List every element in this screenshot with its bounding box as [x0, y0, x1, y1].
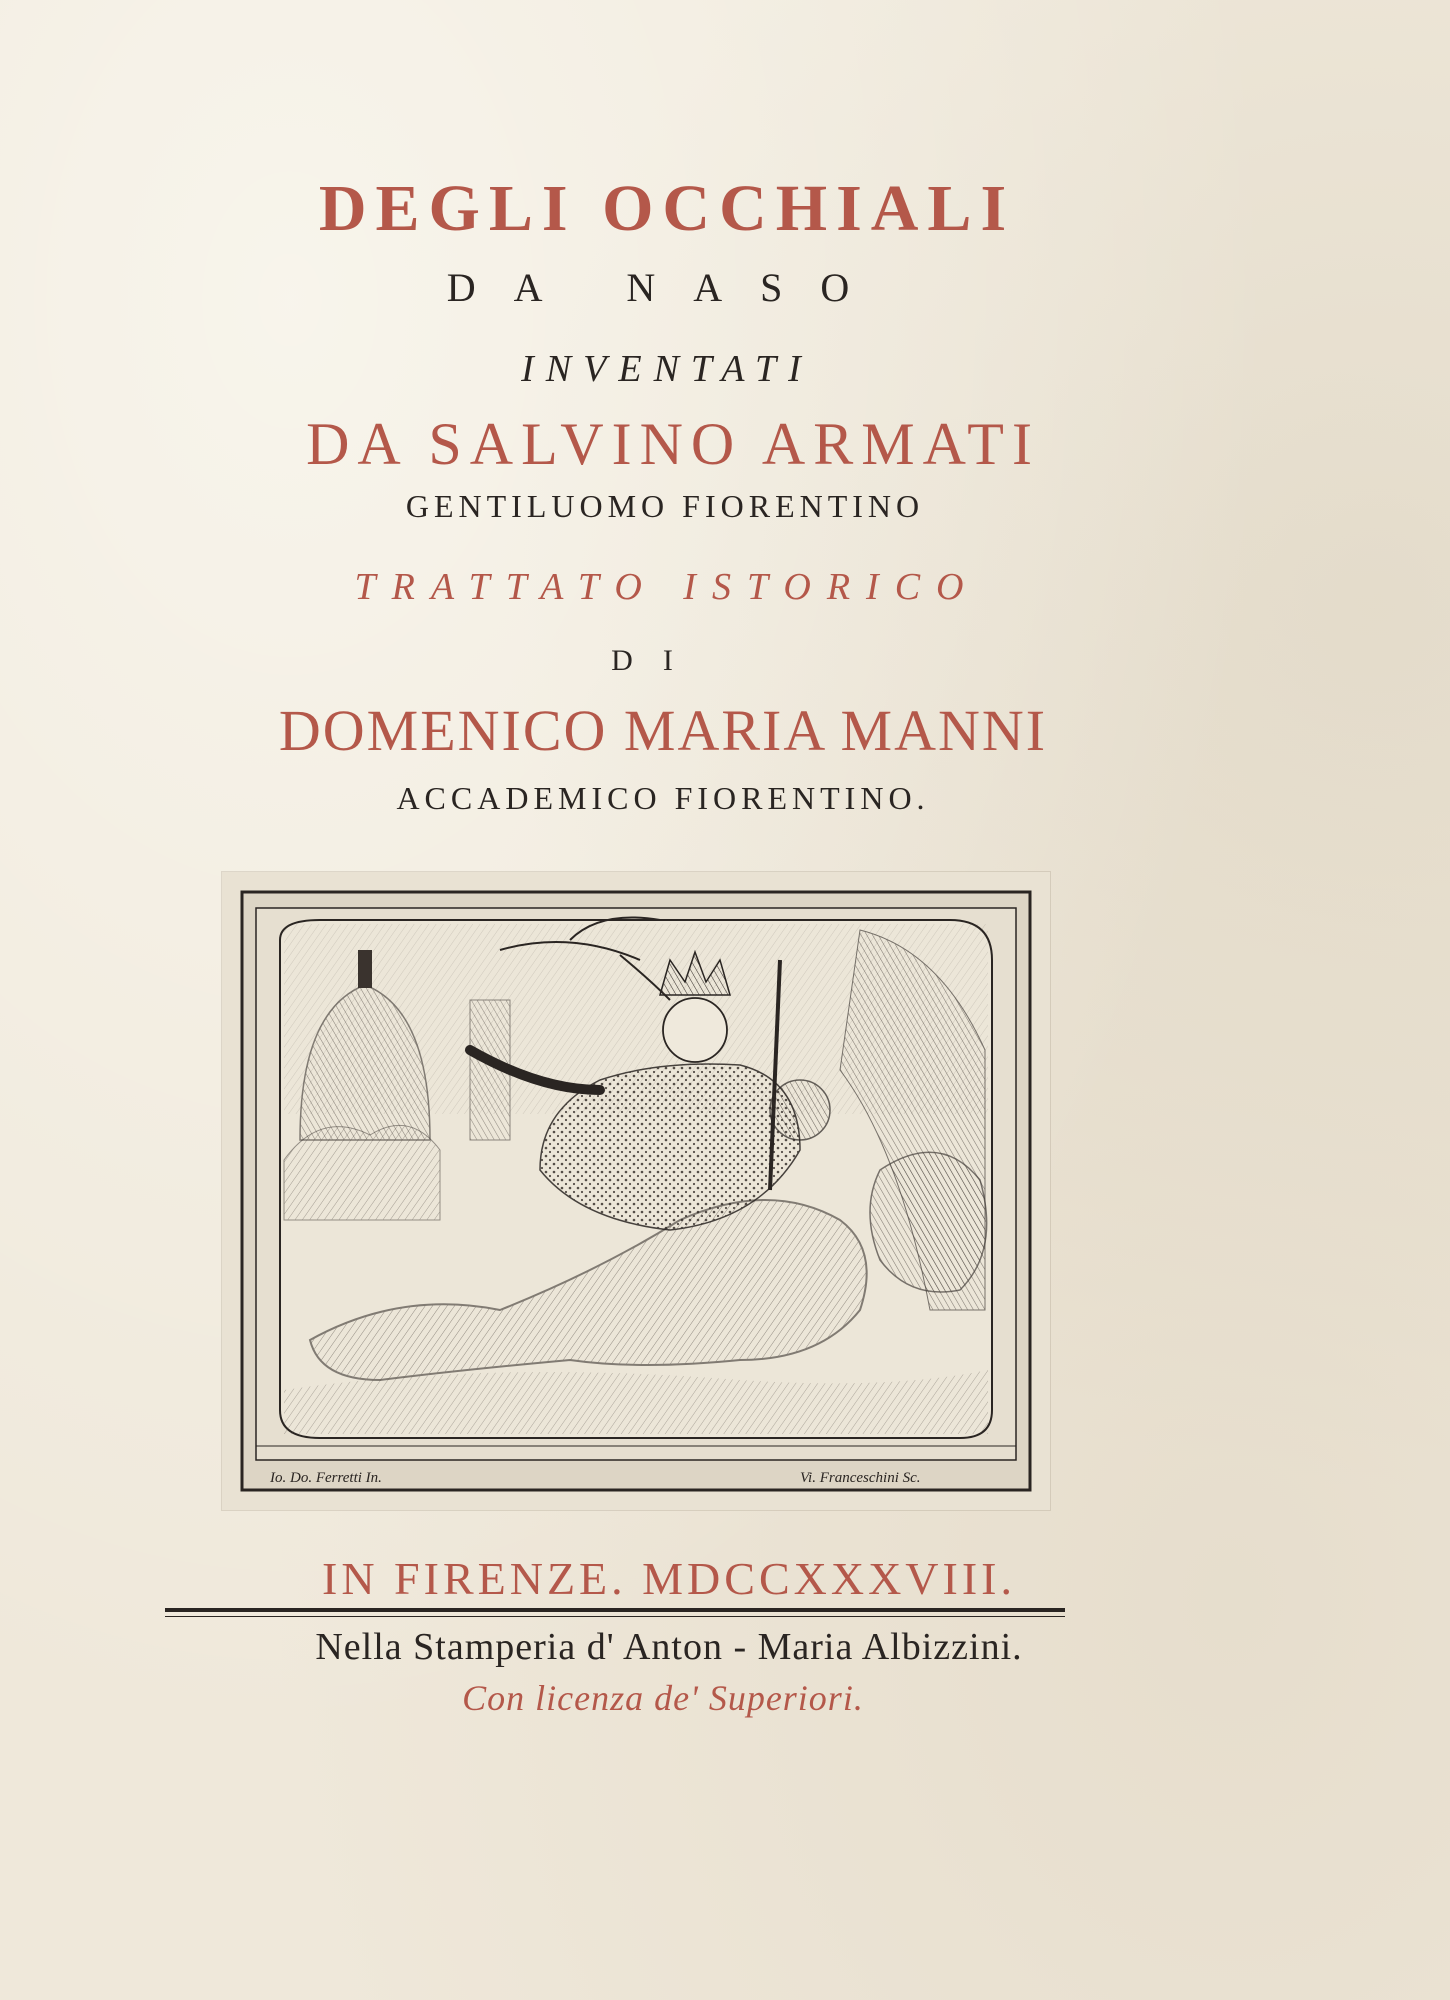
imprint-rule	[165, 1608, 1065, 1612]
title-line-4: DA SALVINO ARMATI	[306, 411, 1040, 477]
imprint-press: Nella Stamperia d' Anton - Maria Albizzini.	[315, 1626, 1023, 1668]
subtitle-line-1: GENTILUOMO FIORENTINO	[405, 488, 925, 524]
title-line-1: DEGLI OCCHIALI	[318, 172, 1016, 245]
title-line-2: DA NASO	[446, 265, 888, 310]
author-title: ACCADEMICO FIORENTINO.	[396, 780, 930, 816]
imprint-rule-thin	[165, 1616, 1065, 1617]
figure-head	[663, 998, 727, 1062]
author-preposition: DI	[611, 644, 703, 677]
imprint-place-date: IN FIRENZE. MDCCXXXVIII.	[322, 1553, 1016, 1604]
river-god-head	[770, 1080, 830, 1140]
subtitle-line-2: TRATTATO ISTORICO	[354, 566, 980, 608]
dome-lantern	[358, 950, 372, 988]
city-buildings	[284, 1125, 440, 1220]
imprint-licence: Con licenza de' Superiori.	[462, 1678, 864, 1718]
engraving-illustration	[240, 890, 1032, 1492]
author-name: DOMENICO MARIA MANNI	[278, 698, 1048, 763]
designer-credit: Io. Do. Ferretti In.	[270, 1470, 382, 1486]
engraving-plate	[222, 872, 1050, 1510]
engraver-credit: Vi. Franceschini Sc.	[800, 1470, 921, 1486]
title-line-3: INVENTATI	[521, 348, 813, 390]
